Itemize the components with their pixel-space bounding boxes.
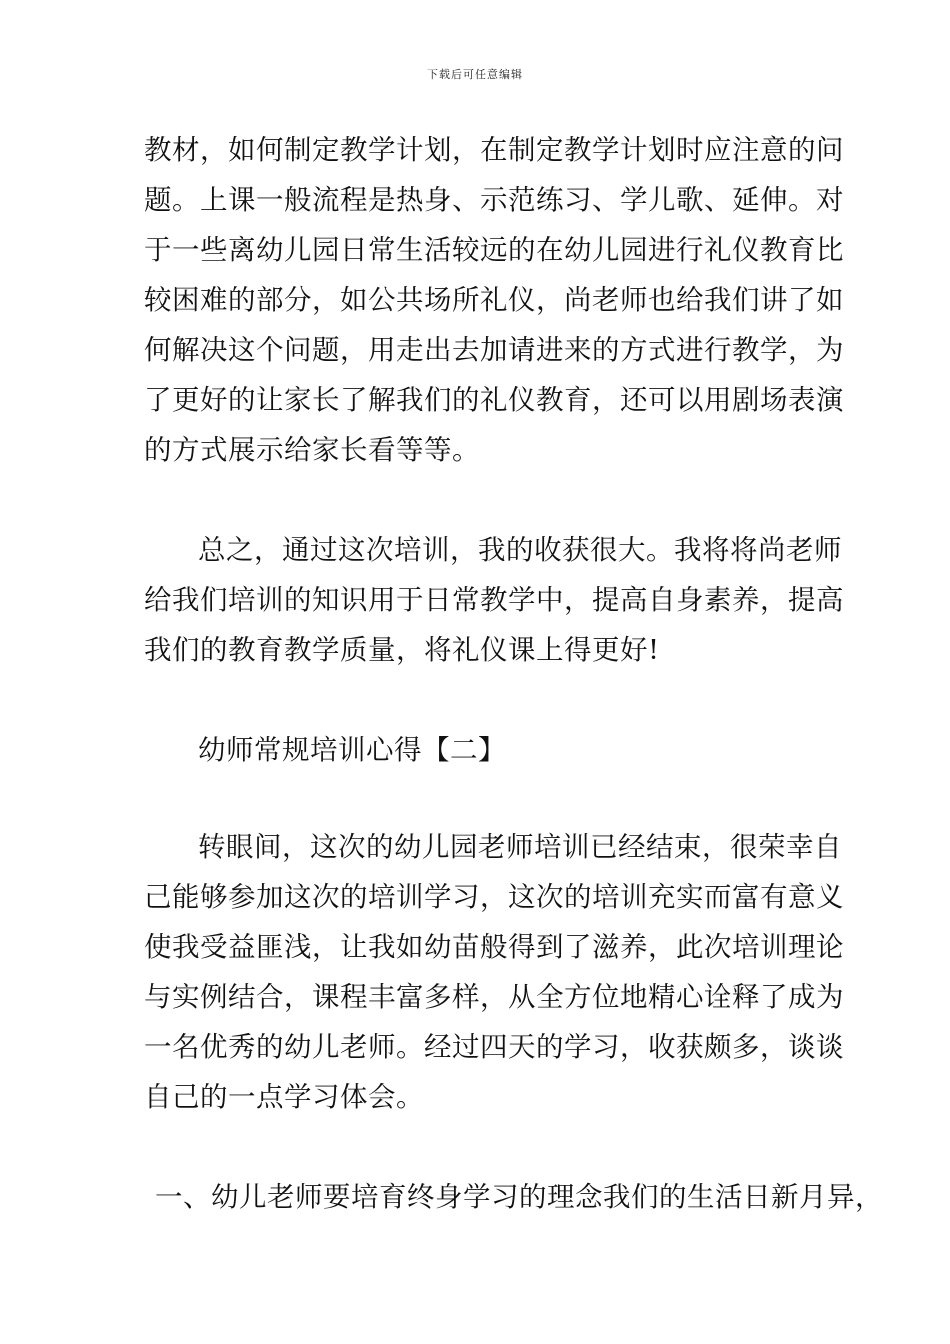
paragraph-3-line: 使我受益匪浅，让我如幼苗般得到了滋养，此次培训理论 bbox=[144, 931, 844, 963]
paragraph-3-line: 一名优秀的幼儿老师。经过四天的学习，收获颇多，谈谈 bbox=[144, 1031, 844, 1063]
point-1-line: 一、幼儿老师要培育终身学习的理念我们的生活日新月异， bbox=[155, 1181, 883, 1213]
paragraph-2-line: 总之，通过这次培训，我的收获很大。我将将尚老师 bbox=[198, 534, 842, 566]
paragraph-3-line: 与实例结合，课程丰富多样，从全方位地精心诠释了成为 bbox=[144, 981, 844, 1013]
paragraph-1-line: 于一些离幼儿园日常生活较远的在幼儿园进行礼仪教育比 bbox=[144, 234, 844, 266]
paragraph-2-line: 给我们培训的知识用于日常教学中，提高自身素养，提高 bbox=[144, 584, 844, 616]
paragraph-3-line: 己能够参加这次的培训学习，这次的培训充实而富有意义 bbox=[144, 881, 844, 913]
page-header-note: 下载后可任意编辑 bbox=[427, 68, 523, 81]
paragraph-1-line: 何解决这个问题，用走出去加请进来的方式进行教学，为 bbox=[144, 334, 844, 366]
paragraph-1-line: 教材，如何制定教学计划，在制定教学计划时应注意的问 bbox=[144, 134, 844, 166]
paragraph-3-line: 转眼间，这次的幼儿园老师培训已经结束，很荣幸自 bbox=[198, 831, 842, 863]
paragraph-2-line: 我们的教育教学质量，将礼仪课上得更好! bbox=[144, 634, 660, 666]
paragraph-1-line: 较困难的部分，如公共场所礼仪，尚老师也给我们讲了如 bbox=[144, 284, 844, 316]
section-heading: 幼师常规培训心得【二】 bbox=[198, 734, 506, 766]
paragraph-1-line: 的方式展示给家长看等等。 bbox=[144, 434, 480, 466]
paragraph-3-line: 自己的一点学习体会。 bbox=[144, 1081, 424, 1113]
paragraph-1-line: 了更好的让家长了解我们的礼仪教育，还可以用剧场表演 bbox=[144, 384, 844, 416]
paragraph-1-line: 题。上课一般流程是热身、示范练习、学儿歌、延伸。对 bbox=[144, 184, 844, 216]
